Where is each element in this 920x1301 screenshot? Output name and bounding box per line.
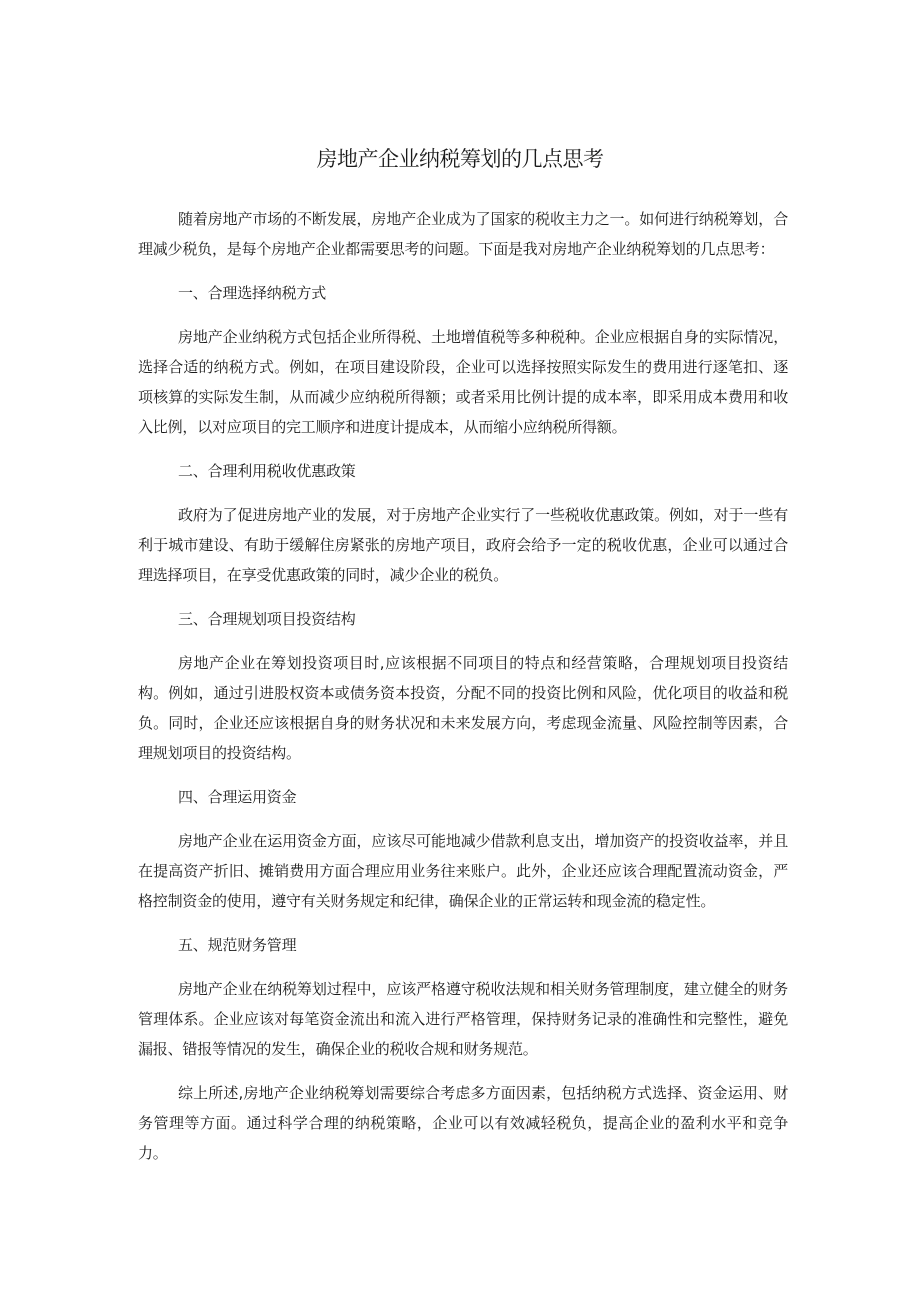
section-heading-4: 四、合理运用资金 — [178, 788, 297, 806]
section-body-2: 政府为了促进房地产业的发展，对于房地产企业实行了一些税收优惠政策。例如，对于一些有利于城市建设、有助于缓解住房紧张的房地产项目，政府会给予一定的税收优惠，企业可以通过合理选择项目，在享受优惠政策的同时，减少企业的税负。 — [138, 506, 788, 584]
document-body — [138, 204, 788, 1168]
section-heading-1: 一、合理选择纳税方式 — [178, 284, 327, 302]
section-body-5: 房地产企业在纳税筹划过程中，应该严格遵守税收法规和相关财务管理制度，建立健全的财务管理体系。企业应该对每笔资金流出和流入进行严格管理，保持财务记录的准确性和完整性，避免漏报、错报等情况的发生，确保企业的税收合规和财务规范。 — [138, 980, 788, 1058]
section-heading-2: 二、合理利用税收优惠政策 — [178, 462, 356, 480]
section-heading-5: 五、规范财务管理 — [178, 936, 297, 954]
document-title: 房地产企业纳税筹划的几点思考 — [316, 147, 604, 172]
section-body-1: 房地产企业纳税方式包括企业所得税、土地增值税等多种税种。企业应根据自身的实际情况，选择合适的纳税方式。例如，在项目建设阶段，企业可以选择按照实际发生的费用进行逐笔扣、逐项核算的实际发生制，从而减少应纳税所得额；或者采用比例计提的成本率，即采用成本费用和收入比例，以对应项目的完工顺序和进度计提成本，从而缩小应纳税所得额。 — [138, 328, 788, 436]
section-body-3: 房地产企业在筹划投资项目时,应该根据不同项目的特点和经营策略，合理规划项目投资结构。例如，通过引进股权资本或债务资本投资，分配不同的投资比例和风险，优化项目的收益和税负。同时，企业还应该根据自身的财务状况和未来发展方向，考虑现金流量、风险控制等因素，合理规划项目的投资结构。 — [138, 654, 788, 762]
section-body-4: 房地产企业在运用资金方面，应该尽可能地减少借款利息支出，增加资产的投资收益率，并且在提高资产折旧、摊销费用方面合理应用业务往来账户。此外，企业还应该合理配置流动资金，严格控制资金的使用，遵守有关财务规定和纪律，确保企业的正常运转和现金流的稳定性。 — [138, 832, 788, 910]
conclusion-paragraph: 综上所述,房地产企业纳税筹划需要综合考虑多方面因素，包括纳税方式选择、资金运用、财务管理等方面。通过科学合理的纳税策略，企业可以有效减轻税负，提高企业的盈利水平和竞争力。 — [138, 1084, 788, 1162]
section-heading-3: 三、合理规划项目投资结构 — [178, 610, 356, 628]
intro-paragraph: 随着房地产市场的不断发展，房地产企业成为了国家的税收主力之一。如何进行纳税筹划，合理减少税负，是每个房地产企业都需要思考的问题。下面是我对房地产企业纳税筹划的几点思考： — [138, 210, 788, 258]
